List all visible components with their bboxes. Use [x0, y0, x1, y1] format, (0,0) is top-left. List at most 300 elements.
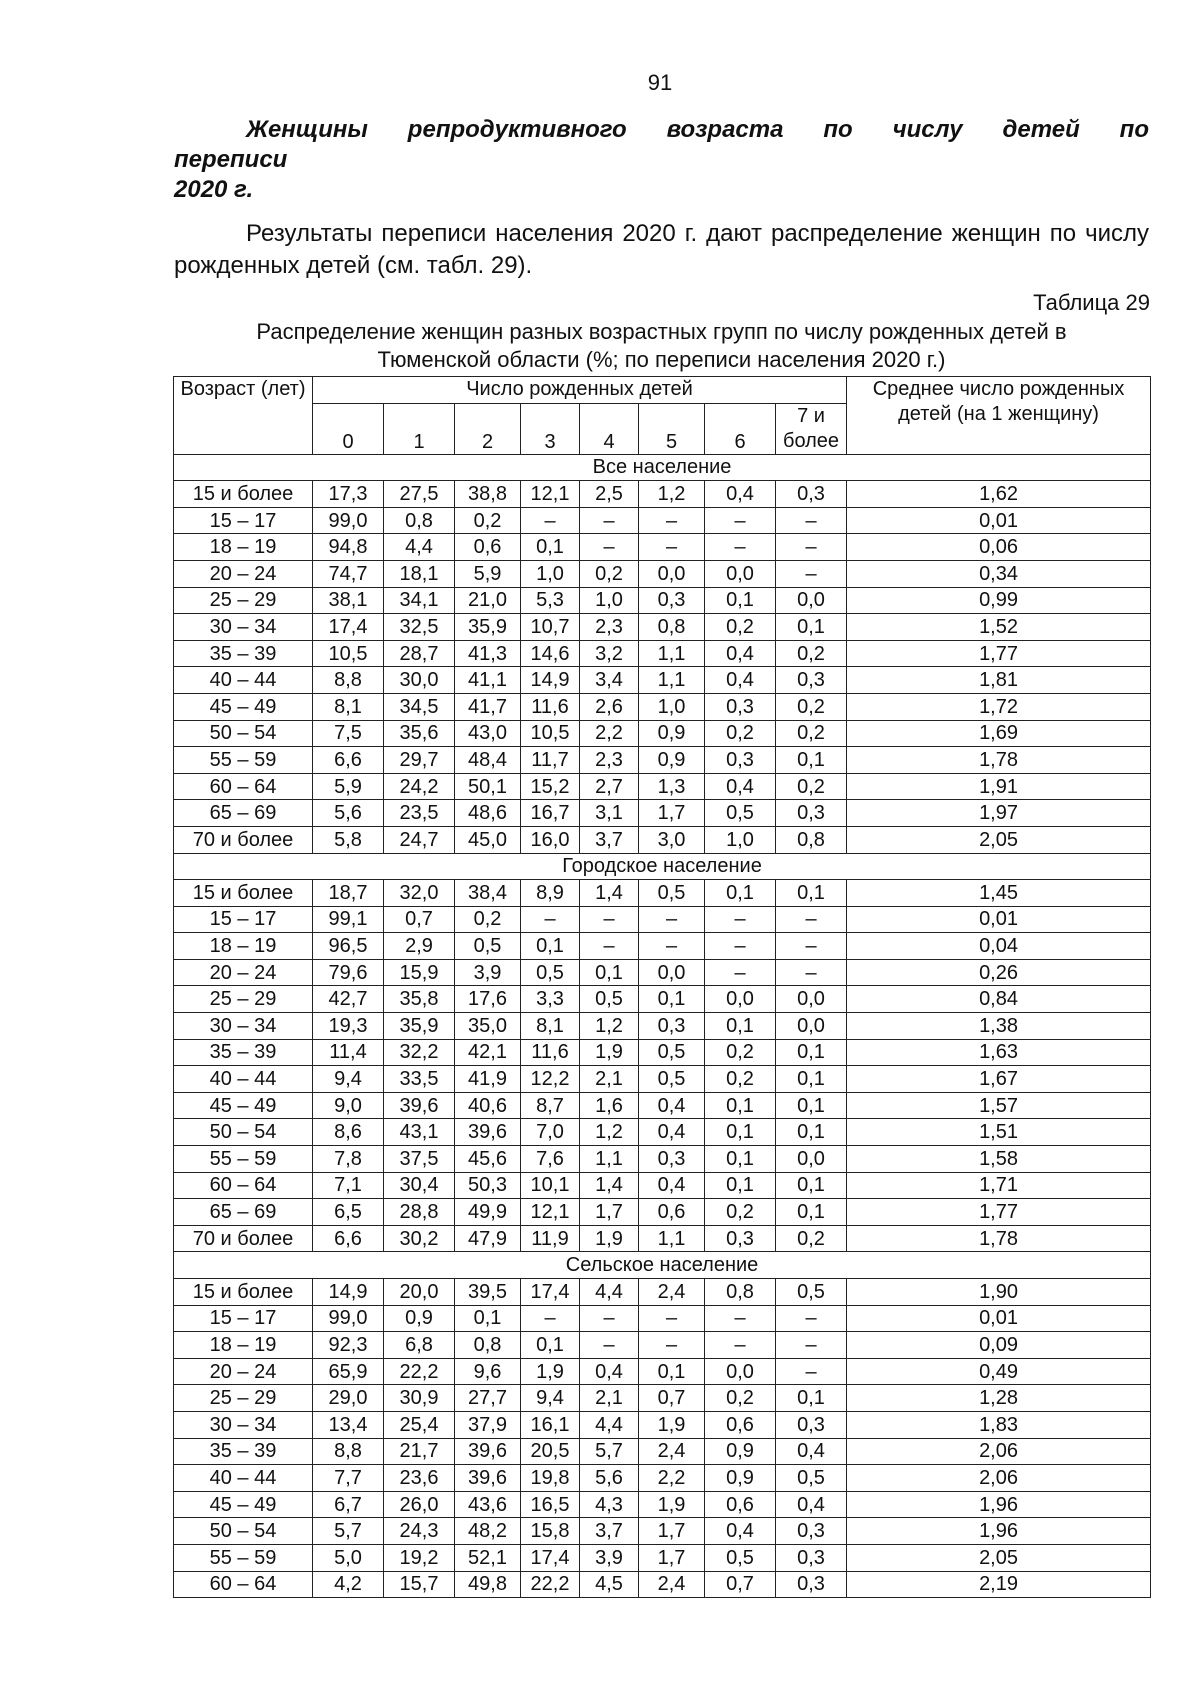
value-cell: 0,1: [521, 933, 580, 960]
value-cell: 7,1: [313, 1172, 384, 1199]
value-cell: 99,0: [313, 1305, 384, 1332]
value-cell: 0,8: [384, 507, 455, 534]
value-cell: 28,7: [384, 640, 455, 667]
value-cell: 12,1: [521, 481, 580, 508]
table-row: [174, 507, 1151, 534]
value-cell: 3,3: [521, 986, 580, 1013]
age-cell: 20 – 24: [174, 560, 313, 587]
value-cell: 7,6: [521, 1146, 580, 1173]
section-title: Сельское население: [174, 1252, 1151, 1279]
age-cell: 50 – 54: [174, 720, 313, 747]
value-cell: 7,0: [521, 1119, 580, 1146]
value-cell: 45,6: [455, 1146, 521, 1173]
value-cell: 32,5: [384, 614, 455, 641]
value-cell: 27,5: [384, 481, 455, 508]
value-cell: 35,0: [455, 1013, 521, 1040]
value-cell: –: [639, 507, 705, 534]
value-cell: 1,1: [580, 1146, 639, 1173]
average-cell: 1,58: [847, 1146, 1151, 1173]
value-cell: 1,0: [705, 826, 776, 853]
value-cell: 1,0: [580, 587, 639, 614]
value-cell: 79,6: [313, 959, 384, 986]
value-cell: 15,8: [521, 1518, 580, 1545]
average-cell: 0,01: [847, 1305, 1151, 1332]
age-cell: 40 – 44: [174, 1465, 313, 1492]
table-row: [174, 959, 1151, 986]
value-cell: 0,6: [639, 1199, 705, 1226]
value-cell: 3,0: [639, 826, 705, 853]
value-cell: 0,6: [705, 1491, 776, 1518]
average-cell: 2,19: [847, 1571, 1151, 1598]
value-cell: 43,6: [455, 1491, 521, 1518]
value-cell: 0,5: [580, 986, 639, 1013]
value-cell: 74,7: [313, 560, 384, 587]
value-cell: 3,4: [580, 667, 639, 694]
value-cell: 0,1: [705, 1119, 776, 1146]
value-cell: 33,5: [384, 1066, 455, 1093]
age-cell: 55 – 59: [174, 1146, 313, 1173]
table-row: [174, 481, 1151, 508]
header-col-1: 1: [384, 403, 455, 454]
value-cell: 4,4: [580, 1411, 639, 1438]
age-cell: 30 – 34: [174, 1013, 313, 1040]
value-cell: 23,6: [384, 1465, 455, 1492]
value-cell: 30,9: [384, 1385, 455, 1412]
value-cell: 8,9: [521, 880, 580, 907]
value-cell: 1,9: [521, 1358, 580, 1385]
table-row: [174, 747, 1151, 774]
value-cell: 41,9: [455, 1066, 521, 1093]
value-cell: 2,9: [384, 933, 455, 960]
section-heading: [174, 115, 1149, 205]
value-cell: 43,0: [455, 720, 521, 747]
age-cell: 30 – 34: [174, 614, 313, 641]
section-row: [174, 454, 1151, 481]
table-row: [174, 1092, 1151, 1119]
value-cell: 0,3: [705, 1225, 776, 1252]
table-body: [174, 454, 1151, 1598]
value-cell: 0,4: [705, 773, 776, 800]
value-cell: –: [705, 906, 776, 933]
value-cell: 39,5: [455, 1279, 521, 1306]
value-cell: 0,2: [776, 640, 847, 667]
average-cell: 0,49: [847, 1358, 1151, 1385]
value-cell: 0,0: [776, 1013, 847, 1040]
value-cell: 1,4: [580, 880, 639, 907]
value-cell: –: [776, 1305, 847, 1332]
average-cell: 1,72: [847, 693, 1151, 720]
table-row: [174, 1146, 1151, 1173]
value-cell: 1,6: [580, 1092, 639, 1119]
age-cell: 50 – 54: [174, 1518, 313, 1545]
value-cell: 1,2: [580, 1119, 639, 1146]
value-cell: 30,2: [384, 1225, 455, 1252]
value-cell: 0,3: [776, 1544, 847, 1571]
value-cell: 3,9: [580, 1544, 639, 1571]
average-cell: 0,01: [847, 507, 1151, 534]
value-cell: 38,1: [313, 587, 384, 614]
value-cell: –: [776, 507, 847, 534]
table-caption-line-1: Распределение женщин разных возрастных групп по числу рожденных детей в: [256, 319, 1067, 344]
table-row: [174, 906, 1151, 933]
value-cell: 0,1: [776, 880, 847, 907]
value-cell: 39,6: [384, 1092, 455, 1119]
value-cell: –: [639, 1305, 705, 1332]
value-cell: 10,5: [521, 720, 580, 747]
table-row: [174, 587, 1151, 614]
value-cell: 99,0: [313, 507, 384, 534]
value-cell: 1,9: [580, 1039, 639, 1066]
value-cell: 4,5: [580, 1571, 639, 1598]
value-cell: 0,4: [705, 667, 776, 694]
value-cell: 18,7: [313, 880, 384, 907]
table-row: [174, 880, 1151, 907]
value-cell: 1,9: [580, 1225, 639, 1252]
table-row: [174, 667, 1151, 694]
value-cell: 0,0: [639, 560, 705, 587]
value-cell: 5,7: [580, 1438, 639, 1465]
average-cell: 1,45: [847, 880, 1151, 907]
value-cell: 7,8: [313, 1146, 384, 1173]
value-cell: 0,5: [776, 1465, 847, 1492]
age-cell: 30 – 34: [174, 1411, 313, 1438]
value-cell: 0,3: [639, 1013, 705, 1040]
value-cell: 0,1: [705, 587, 776, 614]
value-cell: 4,4: [384, 534, 455, 561]
value-cell: 42,7: [313, 986, 384, 1013]
value-cell: 6,6: [313, 747, 384, 774]
value-cell: 0,1: [580, 959, 639, 986]
value-cell: 0,8: [639, 614, 705, 641]
value-cell: 0,8: [776, 826, 847, 853]
value-cell: –: [776, 534, 847, 561]
age-cell: 15 и более: [174, 1279, 313, 1306]
age-cell: 70 и более: [174, 826, 313, 853]
value-cell: 3,7: [580, 826, 639, 853]
value-cell: 17,4: [521, 1544, 580, 1571]
average-cell: 1,77: [847, 1199, 1151, 1226]
value-cell: 28,8: [384, 1199, 455, 1226]
table-caption: [174, 318, 1149, 374]
value-cell: 0,1: [776, 747, 847, 774]
value-cell: 0,9: [705, 1438, 776, 1465]
average-cell: 1,81: [847, 667, 1151, 694]
value-cell: 17,4: [521, 1279, 580, 1306]
average-cell: 1,63: [847, 1039, 1151, 1066]
age-cell: 60 – 64: [174, 1172, 313, 1199]
table-label: Таблица 29: [1033, 290, 1150, 315]
header-col-5: 5: [639, 403, 705, 454]
value-cell: 0,2: [776, 693, 847, 720]
value-cell: 8,6: [313, 1119, 384, 1146]
value-cell: 99,1: [313, 906, 384, 933]
heading-line-2: переписи: [174, 146, 288, 173]
table-row: [174, 800, 1151, 827]
age-cell: 70 и более: [174, 1225, 313, 1252]
value-cell: 5,9: [313, 773, 384, 800]
table-row: [174, 640, 1151, 667]
value-cell: –: [580, 906, 639, 933]
value-cell: –: [580, 507, 639, 534]
value-cell: 41,7: [455, 693, 521, 720]
table-row: [174, 1385, 1151, 1412]
value-cell: 1,1: [639, 640, 705, 667]
average-cell: 0,34: [847, 560, 1151, 587]
value-cell: 0,9: [639, 747, 705, 774]
value-cell: 0,5: [639, 1066, 705, 1093]
value-cell: 0,2: [705, 1385, 776, 1412]
value-cell: 48,4: [455, 747, 521, 774]
value-cell: 1,3: [639, 773, 705, 800]
value-cell: 48,6: [455, 800, 521, 827]
value-cell: 1,4: [580, 1172, 639, 1199]
value-cell: 3,9: [455, 959, 521, 986]
age-cell: 65 – 69: [174, 1199, 313, 1226]
value-cell: 1,9: [639, 1411, 705, 1438]
age-cell: 15 и более: [174, 481, 313, 508]
value-cell: –: [521, 1305, 580, 1332]
value-cell: 0,1: [776, 1172, 847, 1199]
value-cell: 32,0: [384, 880, 455, 907]
value-cell: 2,5: [580, 481, 639, 508]
value-cell: 1,7: [639, 1544, 705, 1571]
heading-line-1: Женщины репродуктивного возраста по числу детей по: [246, 116, 1149, 143]
value-cell: 20,0: [384, 1279, 455, 1306]
table-row: [174, 1358, 1151, 1385]
value-cell: 14,9: [521, 667, 580, 694]
value-cell: –: [580, 1332, 639, 1359]
value-cell: 45,0: [455, 826, 521, 853]
value-cell: 0,7: [639, 1385, 705, 1412]
value-cell: –: [639, 906, 705, 933]
value-cell: 0,1: [639, 1358, 705, 1385]
table-row: [174, 1544, 1151, 1571]
value-cell: 1,7: [639, 800, 705, 827]
value-cell: 0,2: [580, 560, 639, 587]
age-cell: 18 – 19: [174, 933, 313, 960]
value-cell: 2,2: [639, 1465, 705, 1492]
section-title: Все население: [174, 454, 1151, 481]
table-row: [174, 1119, 1151, 1146]
value-cell: 4,2: [313, 1571, 384, 1598]
value-cell: 49,8: [455, 1571, 521, 1598]
value-cell: 0,2: [705, 1199, 776, 1226]
value-cell: 9,4: [521, 1385, 580, 1412]
value-cell: 2,1: [580, 1066, 639, 1093]
average-cell: 1,90: [847, 1279, 1151, 1306]
value-cell: 0,3: [639, 1146, 705, 1173]
age-cell: 65 – 69: [174, 800, 313, 827]
value-cell: 15,2: [521, 773, 580, 800]
value-cell: 0,0: [705, 1358, 776, 1385]
value-cell: 0,0: [776, 986, 847, 1013]
value-cell: 1,7: [580, 1199, 639, 1226]
value-cell: –: [705, 1305, 776, 1332]
age-cell: 25 – 29: [174, 1385, 313, 1412]
value-cell: 4,4: [580, 1279, 639, 1306]
value-cell: 21,7: [384, 1438, 455, 1465]
average-cell: 1,83: [847, 1411, 1151, 1438]
header-col-2: 2: [455, 403, 521, 454]
value-cell: 0,3: [776, 1518, 847, 1545]
value-cell: 0,4: [639, 1119, 705, 1146]
value-cell: 48,2: [455, 1518, 521, 1545]
value-cell: 0,2: [705, 1039, 776, 1066]
value-cell: 0,4: [776, 1491, 847, 1518]
value-cell: 5,0: [313, 1544, 384, 1571]
value-cell: 41,1: [455, 667, 521, 694]
table-row: [174, 1066, 1151, 1093]
value-cell: 5,3: [521, 587, 580, 614]
value-cell: 1,7: [639, 1518, 705, 1545]
value-cell: 16,5: [521, 1491, 580, 1518]
value-cell: 0,1: [776, 1119, 847, 1146]
value-cell: 11,6: [521, 1039, 580, 1066]
header-col-3: 3: [521, 403, 580, 454]
table-row: [174, 1305, 1151, 1332]
value-cell: 92,3: [313, 1332, 384, 1359]
value-cell: 2,4: [639, 1438, 705, 1465]
value-cell: –: [776, 1358, 847, 1385]
age-cell: 15 – 17: [174, 507, 313, 534]
value-cell: 8,1: [521, 1013, 580, 1040]
average-cell: 1,78: [847, 747, 1151, 774]
table-row: [174, 773, 1151, 800]
table-row: [174, 693, 1151, 720]
value-cell: 17,4: [313, 614, 384, 641]
age-cell: 60 – 64: [174, 1571, 313, 1598]
value-cell: –: [639, 933, 705, 960]
value-cell: 0,1: [705, 1172, 776, 1199]
value-cell: 19,2: [384, 1544, 455, 1571]
value-cell: 24,3: [384, 1518, 455, 1545]
value-cell: 15,7: [384, 1571, 455, 1598]
value-cell: 21,0: [455, 587, 521, 614]
value-cell: 9,6: [455, 1358, 521, 1385]
average-cell: 1,77: [847, 640, 1151, 667]
value-cell: 0,1: [776, 614, 847, 641]
value-cell: 0,3: [776, 1571, 847, 1598]
value-cell: 0,0: [776, 1146, 847, 1173]
value-cell: 7,5: [313, 720, 384, 747]
value-cell: 41,3: [455, 640, 521, 667]
header-children-group: Число рожденных детей: [313, 377, 847, 404]
average-cell: 2,05: [847, 1544, 1151, 1571]
average-cell: 0,26: [847, 959, 1151, 986]
value-cell: 26,0: [384, 1491, 455, 1518]
value-cell: 5,8: [313, 826, 384, 853]
age-cell: 60 – 64: [174, 773, 313, 800]
value-cell: –: [776, 959, 847, 986]
value-cell: –: [705, 507, 776, 534]
value-cell: 32,2: [384, 1039, 455, 1066]
value-cell: 39,6: [455, 1465, 521, 1492]
value-cell: 0,1: [705, 1146, 776, 1173]
value-cell: 50,1: [455, 773, 521, 800]
table-row: [174, 1438, 1151, 1465]
header-col-4: 4: [580, 403, 639, 454]
average-cell: 1,67: [847, 1066, 1151, 1093]
average-cell: 1,38: [847, 1013, 1151, 1040]
value-cell: 2,1: [580, 1385, 639, 1412]
value-cell: –: [776, 906, 847, 933]
value-cell: 11,7: [521, 747, 580, 774]
value-cell: 0,0: [705, 560, 776, 587]
section-row: [174, 853, 1151, 880]
value-cell: –: [776, 1332, 847, 1359]
age-cell: 35 – 39: [174, 1039, 313, 1066]
value-cell: 29,0: [313, 1385, 384, 1412]
value-cell: 1,9: [639, 1491, 705, 1518]
value-cell: 5,6: [580, 1465, 639, 1492]
age-cell: 25 – 29: [174, 587, 313, 614]
value-cell: 16,1: [521, 1411, 580, 1438]
header-age: Возраст (лет): [174, 377, 313, 455]
table-row: [174, 1172, 1151, 1199]
value-cell: 0,4: [639, 1172, 705, 1199]
value-cell: –: [580, 933, 639, 960]
value-cell: 0,1: [639, 986, 705, 1013]
table-row: [174, 1518, 1151, 1545]
value-cell: –: [580, 1305, 639, 1332]
value-cell: 19,3: [313, 1013, 384, 1040]
value-cell: 1,0: [521, 560, 580, 587]
value-cell: 0,5: [776, 1279, 847, 1306]
value-cell: 38,8: [455, 481, 521, 508]
value-cell: 16,7: [521, 800, 580, 827]
value-cell: 22,2: [521, 1571, 580, 1598]
value-cell: 5,9: [455, 560, 521, 587]
age-cell: 45 – 49: [174, 1491, 313, 1518]
age-cell: 55 – 59: [174, 1544, 313, 1571]
value-cell: 94,8: [313, 534, 384, 561]
value-cell: 0,1: [776, 1039, 847, 1066]
value-cell: 0,0: [705, 986, 776, 1013]
value-cell: 0,6: [455, 534, 521, 561]
value-cell: –: [776, 933, 847, 960]
value-cell: 24,2: [384, 773, 455, 800]
table-row: [174, 1465, 1151, 1492]
value-cell: 0,7: [705, 1571, 776, 1598]
section-row: [174, 1252, 1151, 1279]
age-cell: 20 – 24: [174, 959, 313, 986]
value-cell: 0,8: [705, 1279, 776, 1306]
age-cell: 18 – 19: [174, 534, 313, 561]
age-cell: 35 – 39: [174, 1438, 313, 1465]
value-cell: 5,6: [313, 800, 384, 827]
value-cell: 0,2: [705, 720, 776, 747]
age-cell: 40 – 44: [174, 667, 313, 694]
value-cell: 9,0: [313, 1092, 384, 1119]
value-cell: 11,6: [521, 693, 580, 720]
age-cell: 55 – 59: [174, 747, 313, 774]
age-cell: 40 – 44: [174, 1066, 313, 1093]
value-cell: 0,3: [776, 667, 847, 694]
value-cell: 40,6: [455, 1092, 521, 1119]
section-title: Городское население: [174, 853, 1151, 880]
value-cell: 8,1: [313, 693, 384, 720]
value-cell: 10,7: [521, 614, 580, 641]
age-cell: 45 – 49: [174, 1092, 313, 1119]
average-cell: 0,06: [847, 534, 1151, 561]
average-cell: 1,96: [847, 1491, 1151, 1518]
value-cell: 7,7: [313, 1465, 384, 1492]
value-cell: 0,3: [705, 693, 776, 720]
value-cell: 3,1: [580, 800, 639, 827]
value-cell: 16,0: [521, 826, 580, 853]
value-cell: 1,2: [639, 481, 705, 508]
age-cell: 20 – 24: [174, 1358, 313, 1385]
